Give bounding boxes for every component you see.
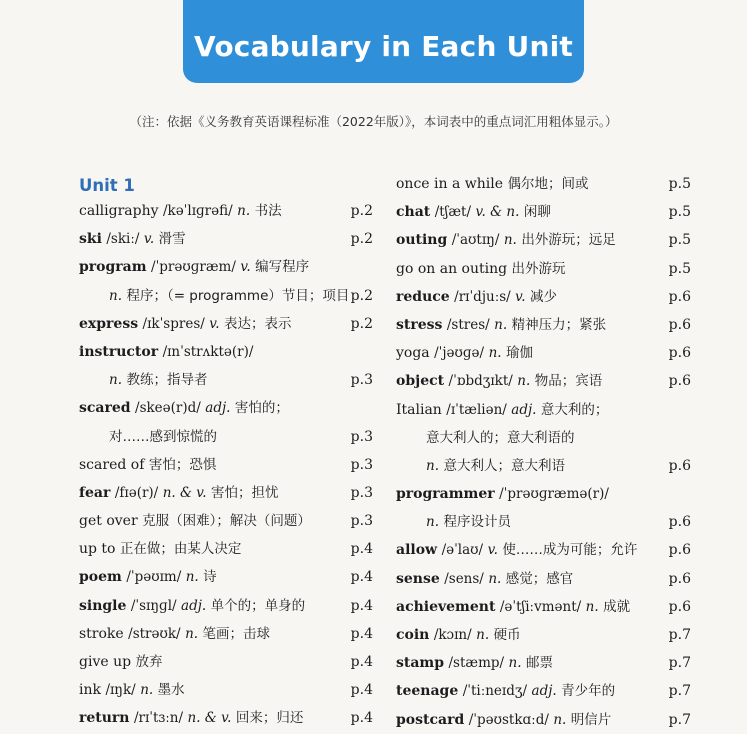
part-of-speech: n. — [517, 373, 531, 390]
part-of-speech: n. — [109, 287, 122, 304]
chinese-gloss: 诗 — [203, 569, 217, 586]
chinese-gloss: 放弃 — [135, 654, 163, 670]
headword: express — [79, 315, 139, 332]
page-ref: p.5 — [668, 204, 691, 221]
chinese-gloss: 使……成为可能；允许 — [502, 542, 638, 559]
phonetic: /stæmp/ — [448, 655, 505, 672]
phonetic: /ˈjəʊɡə/ — [434, 345, 485, 362]
vocab-entry — [79, 225, 373, 253]
page-ref: p.3 — [350, 484, 373, 501]
page-ref: p.5 — [668, 260, 691, 277]
phonetic: /skeə(r)d/ — [135, 400, 201, 417]
part-of-speech: v. & n. — [475, 204, 520, 221]
chinese-gloss: 克服（困难）；解决（问题） — [142, 513, 311, 530]
phonetic: /ˈsɪŋɡl/ — [130, 597, 177, 614]
chinese-gloss: 物品；宾语 — [534, 373, 603, 390]
part-of-speech: adj. — [181, 597, 207, 614]
chinese-gloss: 教练；指导者 — [126, 372, 208, 389]
page-ref: p.5 — [668, 232, 691, 249]
page-ref: p.2 — [350, 231, 373, 248]
page-ref: p.4 — [350, 569, 373, 586]
part-of-speech: n. — [553, 711, 567, 728]
phonetic: /ˈtiːneɪdʒ/ — [462, 683, 528, 700]
page-ref: p.4 — [350, 654, 373, 670]
part-of-speech: v. — [209, 315, 220, 332]
part-of-speech: adj. — [531, 683, 557, 700]
chinese-gloss: 编写程序 — [255, 259, 310, 276]
headword: ink — [79, 682, 101, 699]
vocab-entry — [396, 170, 691, 198]
chinese-gloss: 明信片 — [570, 711, 612, 728]
part-of-speech: n. — [488, 345, 502, 362]
headword: allow — [396, 542, 438, 559]
vocab-entry — [396, 255, 691, 283]
vocab-entry — [79, 676, 373, 704]
vocab-entry — [396, 198, 691, 226]
vocab-entry — [79, 338, 373, 366]
vocab-entry-continuation — [79, 423, 373, 451]
vocab-entry — [396, 339, 691, 367]
headword: instructor — [79, 343, 159, 360]
phonetic: /əˈlaʊ/ — [441, 542, 484, 559]
page-ref: p.3 — [350, 428, 373, 445]
page-ref: p.2 — [350, 287, 373, 304]
headword: scared — [79, 400, 131, 417]
vocab-entry — [396, 536, 691, 564]
phonetic: /rɪˈdjuːs/ — [454, 288, 511, 305]
chinese-gloss: 瑜伽 — [506, 345, 534, 362]
headword: give up — [79, 654, 132, 670]
phonetic: /tʃæt/ — [434, 204, 472, 221]
page-ref: p.6 — [668, 514, 691, 531]
phonetic: /ɪŋk/ — [105, 682, 136, 699]
headword: achievement — [396, 598, 496, 615]
chinese-gloss: 滑雪 — [158, 231, 186, 248]
headword: outing — [396, 232, 448, 249]
chinese-gloss: 墨水 — [157, 682, 185, 699]
headword: stamp — [396, 655, 445, 672]
phonetic: /kɔɪn/ — [433, 627, 472, 643]
vocab-entry — [79, 197, 373, 225]
chinese-gloss: 青少年的 — [561, 683, 616, 700]
chinese-gloss: 害怕；担忧 — [211, 484, 279, 501]
vocab-entry — [79, 394, 373, 422]
page-ref: p.7 — [668, 655, 691, 672]
vocab-entry — [396, 565, 691, 593]
vocab-entry — [396, 396, 691, 424]
vocab-entry-continuation — [79, 282, 373, 310]
chinese-gloss: 偶尔地；间或 — [507, 176, 589, 192]
headword: reduce — [396, 288, 450, 305]
phonetic: /ˈpəʊɪm/ — [126, 569, 182, 586]
chinese-gloss: 对……感到惊慌的 — [109, 428, 217, 445]
vocab-entry — [396, 367, 691, 395]
page-ref: p.3 — [350, 513, 373, 530]
page-ref: p.7 — [668, 683, 691, 700]
chinese-gloss: 出外游玩 — [511, 260, 566, 277]
vocab-entry — [79, 507, 373, 535]
vocab-entry-continuation — [79, 366, 373, 394]
chinese-gloss: 害怕；恐惧 — [148, 456, 217, 473]
headword: programmer — [396, 486, 495, 503]
headword: program — [79, 259, 147, 276]
headword: single — [79, 597, 127, 614]
phonetic: /ˈprəʊɡræmə(r)/ — [499, 486, 609, 503]
part-of-speech: v. — [487, 542, 498, 559]
page-ref: p.2 — [350, 203, 373, 219]
part-of-speech: v. — [515, 288, 526, 305]
headword: return — [79, 710, 130, 727]
phonetic: /kəˈlɪɡrəfi/ — [162, 203, 233, 219]
chinese-gloss: 意大利人；意大利语 — [443, 457, 565, 474]
page-ref: p.7 — [668, 627, 691, 643]
title-banner — [183, 0, 584, 83]
vocab-entry — [79, 563, 373, 591]
vocab-entry-continuation — [396, 424, 691, 452]
chinese-gloss: 精神压力；紧张 — [511, 316, 607, 333]
phonetic: /ˈaʊtɪŋ/ — [451, 232, 500, 249]
part-of-speech: n. — [508, 655, 522, 672]
vocab-entry — [396, 226, 691, 254]
chinese-gloss: 闲聊 — [523, 204, 551, 221]
headword: stress — [396, 316, 443, 333]
headword: teenage — [396, 683, 459, 700]
part-of-speech: n. — [494, 316, 508, 333]
chinese-gloss: 表达；表示 — [224, 315, 292, 332]
vocab-list-left — [79, 197, 373, 733]
page-ref: p.4 — [350, 597, 373, 614]
part-of-speech: n. — [237, 203, 251, 219]
vocab-entry — [396, 706, 691, 734]
vocab-column-right — [396, 170, 691, 734]
headword: ski — [79, 231, 102, 248]
headword: get over — [79, 513, 138, 530]
phonetic: /rɪˈtɜːn/ — [133, 710, 184, 727]
chinese-gloss: 意大利人的；意大利语的 — [426, 429, 575, 446]
vocab-entry — [79, 620, 373, 648]
part-of-speech: n. — [585, 598, 599, 615]
page-ref: p.2 — [350, 315, 373, 332]
chinese-gloss: 感觉；感官 — [505, 570, 574, 587]
page-ref: p.3 — [350, 372, 373, 389]
page-ref: p.6 — [668, 373, 691, 390]
page-ref: p.6 — [668, 570, 691, 587]
page-ref: p.6 — [668, 542, 691, 559]
vocab-entry — [79, 479, 373, 507]
headword: calligraphy — [79, 203, 159, 219]
headword: fear — [79, 484, 111, 501]
vocab-entry — [396, 311, 691, 339]
phonetic: /ɪkˈspres/ — [142, 315, 205, 332]
vocab-entry — [79, 310, 373, 338]
page-title: Vocabulary in Each Unit — [194, 30, 573, 63]
vocab-entry — [396, 283, 691, 311]
headword: scared of — [79, 456, 145, 473]
phonetic: /sens/ — [444, 570, 484, 587]
part-of-speech: adj. — [511, 401, 537, 418]
phonetic: /strəʊk/ — [128, 625, 181, 642]
chinese-gloss: 害怕的； — [234, 400, 289, 417]
page-ref: p.3 — [350, 456, 373, 473]
part-of-speech: adj. — [205, 400, 231, 417]
page-ref: p.7 — [668, 711, 691, 728]
vocab-entry — [396, 593, 691, 621]
page-ref: p.6 — [668, 345, 691, 362]
part-of-speech: n. & v. — [187, 710, 232, 727]
editorial-note: （注：依据《义务教育英语课程标准（2022年版）》，本词表中的重点词汇用粗体显示。） — [129, 114, 618, 129]
headword: poem — [79, 569, 122, 586]
part-of-speech: n. — [488, 570, 502, 587]
part-of-speech: n. — [503, 232, 517, 249]
headword: sense — [396, 570, 440, 587]
vocab-entry-continuation — [396, 452, 691, 480]
part-of-speech: v. — [143, 231, 155, 248]
phonetic: /ˈprəʊɡræm/ — [151, 259, 236, 276]
chinese-gloss: 书法 — [254, 203, 282, 219]
phonetic: /fɪə(r)/ — [114, 484, 159, 501]
part-of-speech: n. — [426, 457, 439, 474]
page-ref: p.4 — [350, 710, 373, 727]
chinese-gloss: 单个的；单身的 — [210, 597, 306, 614]
page-ref: p.6 — [668, 457, 691, 474]
chinese-gloss: 程序；（= programme）节目；项目 — [126, 287, 350, 304]
chinese-gloss: 邮票 — [525, 655, 553, 672]
part-of-speech: n. — [140, 682, 154, 699]
part-of-speech: n. — [185, 569, 199, 586]
phonetic: /əˈtʃiːvmənt/ — [499, 598, 582, 615]
headword: chat — [396, 204, 431, 221]
vocab-entry — [79, 592, 373, 620]
vocab-entry — [79, 253, 373, 281]
part-of-speech: n. — [109, 372, 122, 389]
chinese-gloss: 回来；归还 — [235, 710, 304, 727]
part-of-speech: n. & v. — [162, 484, 207, 501]
chinese-gloss: 正在做；由某人决定 — [119, 541, 242, 558]
page-ref: p.6 — [668, 316, 691, 333]
phonetic: /ɪnˈstrʌktə(r)/ — [162, 343, 254, 360]
vocab-entry — [396, 677, 691, 705]
vocab-entry — [79, 648, 373, 676]
part-of-speech: n. — [185, 625, 199, 642]
headword: object — [396, 373, 445, 390]
vocab-entry-continuation — [396, 508, 691, 536]
unit-heading: Unit 1 — [79, 176, 135, 195]
chinese-gloss: 减少 — [529, 288, 557, 305]
headword: stroke — [79, 625, 124, 642]
chinese-gloss: 成就 — [603, 598, 631, 615]
chinese-gloss: 出外游玩；远足 — [521, 232, 616, 249]
phonetic: /ˈɒbdʒɪkt/ — [448, 373, 513, 390]
vocab-entry — [79, 451, 373, 479]
vocab-entry — [79, 704, 373, 732]
headword: Italian — [396, 401, 442, 418]
headword: once in a while — [396, 176, 504, 192]
headword: yoga — [396, 345, 430, 362]
vocab-entry — [396, 649, 691, 677]
page-ref: p.4 — [350, 541, 373, 558]
vocab-entry — [396, 480, 691, 508]
page-ref: p.6 — [668, 288, 691, 305]
headword: coin — [396, 627, 430, 643]
page-ref: p.4 — [350, 682, 373, 699]
chinese-gloss: 笔画；击球 — [202, 625, 271, 642]
chinese-gloss: 硬币 — [493, 627, 521, 643]
headword: go on an outing — [396, 260, 508, 277]
part-of-speech: v. — [240, 259, 251, 276]
phonetic: /ˈpəʊstkɑːd/ — [468, 711, 549, 728]
part-of-speech: n. — [476, 627, 490, 643]
vocab-entry — [396, 621, 691, 649]
page-ref: p.5 — [668, 176, 691, 192]
chinese-gloss: 程序设计员 — [443, 514, 511, 531]
page-ref: p.6 — [668, 598, 691, 615]
headword: up to — [79, 541, 116, 558]
vocab-list-right — [396, 170, 691, 734]
phonetic: /stres/ — [446, 316, 490, 333]
vocab-column-left — [79, 170, 373, 733]
part-of-speech: n. — [426, 514, 439, 531]
headword: postcard — [396, 711, 465, 728]
vocab-entry — [79, 535, 373, 563]
page-ref: p.4 — [350, 625, 373, 642]
chinese-gloss: 意大利的； — [540, 401, 609, 418]
phonetic: /skiː/ — [106, 231, 140, 248]
phonetic: /ɪˈtæliən/ — [446, 401, 507, 418]
